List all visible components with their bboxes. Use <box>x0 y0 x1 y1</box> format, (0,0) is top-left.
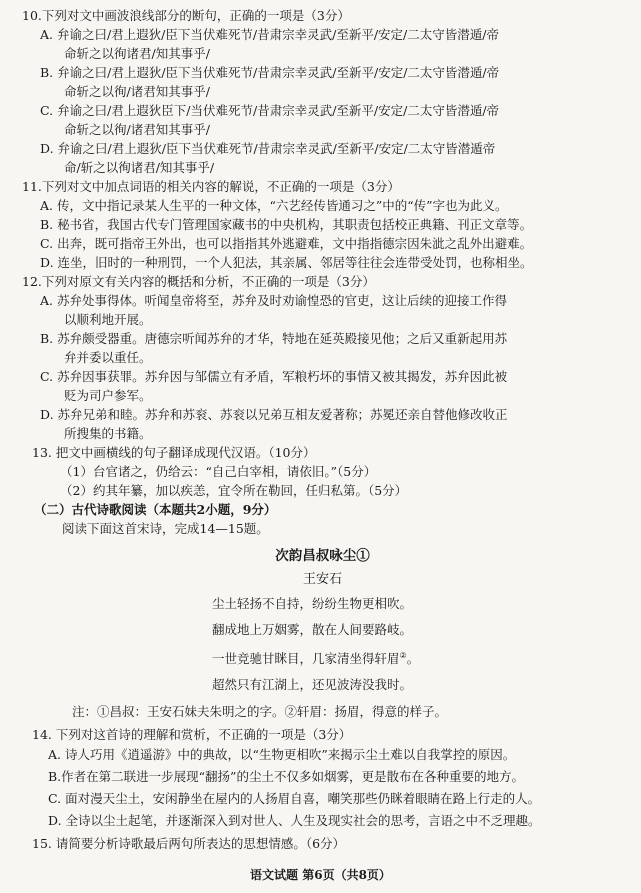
question-15-stem: 15. 请简要分析诗歌最后两句所表达的思想情感。（6分） <box>32 836 346 852</box>
question-10-option-c-cont: 命斩之以徇/诸君知其事乎/ <box>64 122 210 137</box>
poem-line-1: 尘土轻扬不自持，纷纷生物更相吹。 <box>212 596 413 611</box>
question-10 <box>22 6 623 177</box>
question-12-option-d: D. 苏弁兄弟和睦。苏弁和苏衮、苏衮以兄弟互相友爱著称；苏冕还亲自替他修改收正 <box>40 407 508 422</box>
poem-line-2: 翻成地上万姻雾，散在人间要路岐。 <box>212 622 413 637</box>
question-10-option-b-cont: 命斩之以徇/诸君知其事乎/ <box>64 84 210 99</box>
question-14-option-a: A. 诗人巧用《逍遥游》中的典故，以“生物更相吹”来揭示尘土难以自我掌控的原因。 <box>48 747 516 763</box>
question-10-option-a: A. 弁谕之曰/君上遐狄/臣下当伏难死节/昔肃宗幸灵武/至新平/安定/二太守皆潜遁/帝 <box>40 27 499 42</box>
question-13-sentence-1: （1）台官诸之，仍给云：“自己白宰相，请依旧。”（5分） <box>60 464 377 479</box>
poem-line-3-text: 一世竞驰甘眯目，几家清坐得轩眉 <box>212 651 400 667</box>
question-12-option-b: B. 苏弁颇受器重。唐德宗听闻苏弁的才华，特地在延英殿接见他；之后又重新起用苏 <box>40 331 508 346</box>
question-10-option-d: D. 弁谕之曰/君上遐狄/臣下当伏难死节/昔肃宗幸灵武/至新平/安定/二太守皆潜遁帝 <box>40 141 496 156</box>
question-12-option-d-cont: 所搜集的书籍。 <box>64 426 152 441</box>
question-12-option-a-cont: 以顺利地开展。 <box>64 312 152 327</box>
poem-line-3 <box>22 643 623 672</box>
question-11-option-a: A. 传，文中指记录某人生平的一种文体，“六艺经传皆通习之”中的“传”字也为此义。 <box>40 198 508 213</box>
poem-line-4: 超然只有江湖上，还见波涛没我时。 <box>212 677 413 693</box>
section-heading: （二）古代诗歌阅读（本题共2小题，9分） <box>34 502 277 517</box>
question-11-option-b: B. 秘书省，我国古代专门管理国家藏书的中央机构，其职责包括校正典籍、刊正文章等。 <box>40 217 533 232</box>
question-10-option-b: B. 弁谕之曰/君上遐狄/臣下当伏难死节/昔肃宗幸灵武/至新平/安定/二太守皆潜遁/帝 <box>40 65 500 80</box>
question-15 <box>22 834 623 853</box>
question-10-option-c: C. 弁谕之曰/君上遐狄臣下/当伏难死节/昔肃宗幸灵武/至新平/安定/二太守皆潜遁/帝 <box>40 103 500 118</box>
question-11 <box>22 177 623 272</box>
question-14-stem: 14. 下列对这首诗的理解和赏析，不正确的一项是（3分） <box>32 727 352 743</box>
question-12-option-a: A. 苏弁处事得体。听闻皇帝将至，苏弁及时劝谕惶恐的官吏，这让后续的迎接工作得 <box>40 293 507 308</box>
poem-author: 王安石 <box>302 572 342 587</box>
page-footer: 语文试题 第6页（共8页） <box>250 868 391 882</box>
poetry-section <box>22 500 623 538</box>
question-14-option-b: B.作者在第二联进一步展现“翻扬”的尘土不仅多如烟雾，更是散布在各种重要的地方。 <box>48 769 524 785</box>
question-11-option-c: C. 出奔，既可指帝王外出，也可以指指其外逃避难，文中指指德宗因朱泚之乱外出避难。 <box>40 236 533 251</box>
poem-note: 注：①昌叔：王安石妹夫朱明之的字。②轩眉：扬眉，得意的样子。 <box>72 704 448 720</box>
question-14-option-c: C. 面对漫天尘土，安闲静坐在屋内的人扬眉自喜，嘲笑那些仍眯着眼睛在路上行走的人。 <box>48 791 541 807</box>
question-14-option-d: D. 全诗以尘土起笔，并逐渐深入到对世人、人生及现实社会的思考，言语之中不乏理趣。 <box>48 813 541 829</box>
question-10-stem: 10.下列对文中画波浪线部分的断句，正确的一项是（3分） <box>22 8 350 23</box>
question-12-option-b-cont: 弁并委以重任。 <box>64 350 152 365</box>
question-12-option-c-cont: 贬为司户参军。 <box>64 388 152 403</box>
question-13-stem: 13. 把文中画横线的句子翻译成现代汉语。（10分） <box>32 445 316 460</box>
poem-title: 次韵昌叔咏尘① <box>275 548 370 564</box>
question-12-option-c: C. 苏弁因事获罪。苏弁因与邹儒立有矛盾，军粮朽坏的事情又被其揭发，苏弁因此被 <box>40 369 508 384</box>
poem-note-marker: ② <box>399 651 407 660</box>
question-13 <box>22 443 623 500</box>
question-12-stem: 12.下列对原文有关内容的概括和分析，不正确的一项是（3分） <box>22 274 375 289</box>
question-14 <box>22 725 623 832</box>
poem <box>22 544 623 721</box>
question-10-option-d-cont: 命/斩之以徇诸君/知其事乎/ <box>64 160 215 175</box>
question-13-sentence-2: （2）约其年纂，加以疾恙，宜令所在勒回，任归私第。（5分） <box>60 483 408 498</box>
question-10-option-a-cont: 命斩之以徇诸君/知其事乎/ <box>64 46 210 61</box>
question-11-stem: 11.下列对文中加点词语的相关内容的解说，不正确的一项是（3分） <box>22 179 400 194</box>
question-11-option-d: D. 连坐，旧时的一种刑罚，一个人犯法，其亲属、邻居等往往会连带受处罚，也称相坐。 <box>40 255 533 270</box>
question-12 <box>22 272 623 443</box>
section-intro: 阅读下面这首宋诗，完成14—15题。 <box>62 521 269 536</box>
poem-line-3-end: 。 <box>406 651 420 667</box>
